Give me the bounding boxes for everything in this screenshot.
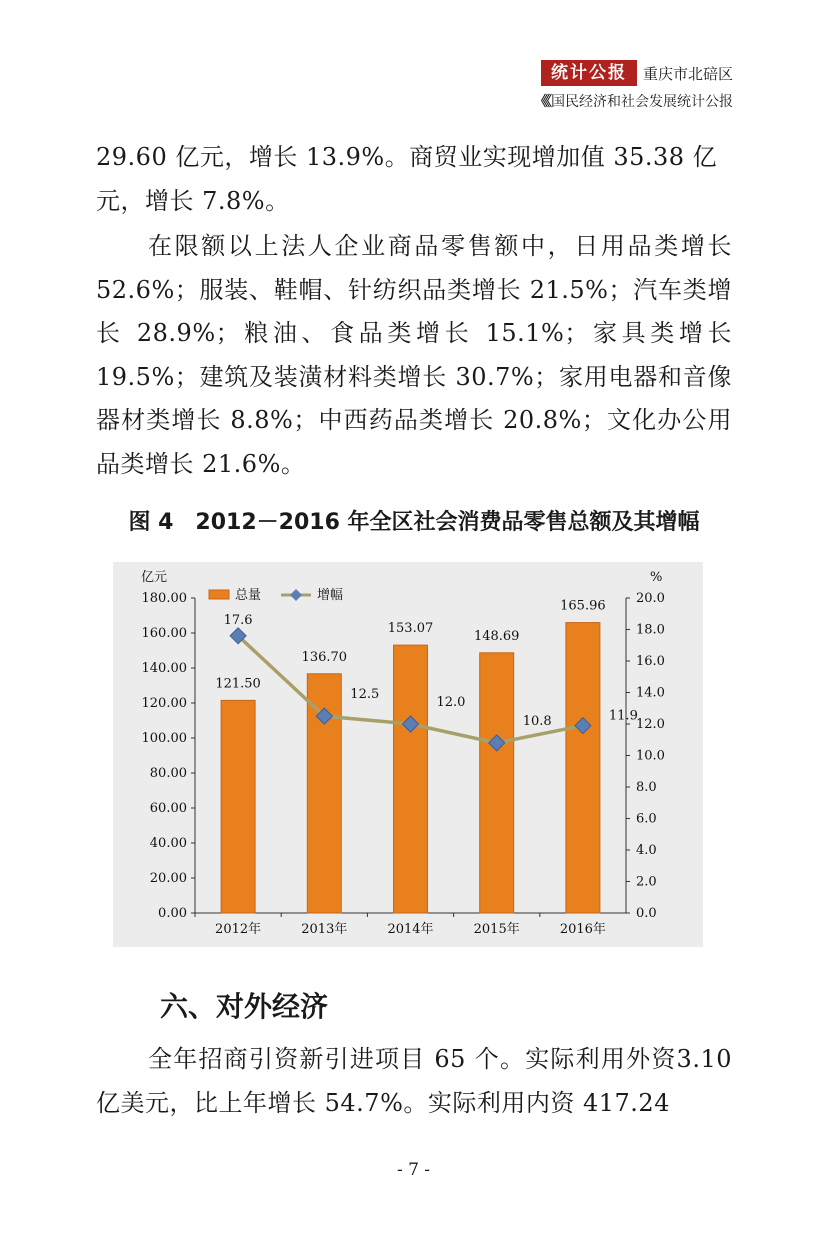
x-axis-tick-label: 2015年: [473, 922, 520, 937]
growth-data-label: 11.9: [608, 708, 638, 724]
left-axis-tick-label: 60.00: [149, 801, 187, 816]
x-axis-tick-label: 2013年: [301, 922, 348, 937]
left-axis-tick-label: 80.00: [149, 766, 187, 781]
right-axis-tick-label: 16.0: [636, 654, 665, 669]
region-name: 重庆市北碚区: [642, 64, 733, 83]
left-axis-tick-label: 100.00: [141, 731, 187, 746]
x-axis-tick-label: 2012年: [215, 922, 262, 937]
right-axis-tick-label: 20.0: [636, 591, 665, 606]
report-subtitle: 国民经济和社会发展统计公报: [551, 94, 733, 110]
left-axis-tick-label: 180.00: [141, 591, 187, 606]
left-axis-tick-label: 160.00: [141, 626, 187, 641]
retail-sales-chart: [113, 562, 703, 947]
x-axis-tick-label: 2014年: [387, 922, 434, 937]
right-axis-tick-label: 10.0: [636, 748, 665, 764]
right-axis-tick-label: 14.0: [636, 685, 665, 701]
right-axis-tick-label: 6.0: [636, 811, 657, 827]
legend-swatch-total: [209, 590, 229, 599]
growth-data-label: 10.8: [522, 713, 552, 729]
right-axis-tick-label: 0.0: [636, 906, 657, 921]
growth-data-label: 17.6: [223, 612, 253, 628]
brand-logo: 统计公报: [541, 60, 637, 86]
bar-total: [480, 653, 514, 913]
left-axis-tick-label: 140.00: [141, 661, 187, 676]
report-header: [534, 60, 733, 111]
left-axis-tick-label: 120.00: [141, 696, 187, 711]
right-axis-tick-label: 18.0: [636, 622, 665, 638]
left-axis-tick-label: 40.00: [149, 836, 187, 851]
bar-data-label: 165.96: [560, 598, 606, 614]
page-number: - 7 -: [396, 1160, 431, 1180]
paragraph-commerce: 29.60 亿元，增长 13.9%。商贸业实现增加值 35.38 亿元，增长 7.8%。: [96, 143, 718, 215]
bar-total: [394, 645, 428, 913]
bar-data-label: 136.70: [301, 649, 348, 665]
legend-swatch-growth-marker: [290, 589, 302, 601]
bar-total: [221, 700, 255, 913]
left-axis-tick-label: 20.00: [149, 871, 187, 886]
x-axis-tick-label: 2016年: [559, 922, 606, 937]
bar-data-label: 148.69: [473, 628, 520, 644]
right-axis-tick-label: 4.0: [636, 843, 657, 858]
chevron-left-icon: 《《: [534, 94, 549, 110]
figure-caption: 图 4 2012－2016 年全区社会消费品零售总额及其增幅: [128, 510, 700, 535]
left-axis-tick-label: 0.00: [158, 906, 187, 921]
legend-label-total: 总量: [235, 588, 262, 603]
right-axis-tick-label: 8.0: [636, 780, 657, 795]
chart-canvas: [113, 562, 703, 947]
paragraph-retail-categories: 在限额以上法人企业商品零售额中，日用品类增长52.6%；服装、鞋帽、针纺织品类增长 21.5%；汽车类增长 28.9%；粮油、食品类增长 15.1%；家具类增长 19.5%；建筑及装潢材料类增长 30.7%；家用电器和音像器材类增长 8.8%；中西药品类增长 20.8%；文化办公用品类增长 21.6%。: [96, 232, 732, 478]
growth-data-label: 12.0: [436, 695, 466, 710]
bar-data-label: 121.50: [215, 676, 261, 692]
section-title: 六、对外经济: [160, 990, 329, 1023]
right-axis-unit: %: [650, 570, 663, 585]
right-axis-tick-label: 2.0: [636, 874, 657, 890]
report-subtitle-line: [534, 91, 733, 111]
bar-total: [566, 623, 600, 913]
paragraph-foreign-economy: 全年招商引资新引进项目 65 个。实际利用外资3.10 亿美元，比上年增长 54.7%。实际利用内资 417.24: [96, 1045, 732, 1117]
bar-data-label: 153.07: [387, 621, 434, 637]
growth-data-label: 12.5: [350, 687, 380, 703]
right-axis-tick-label: 12.0: [636, 717, 665, 732]
left-axis-unit: 亿元: [141, 570, 168, 585]
legend-label-growth: 增幅: [317, 588, 344, 603]
